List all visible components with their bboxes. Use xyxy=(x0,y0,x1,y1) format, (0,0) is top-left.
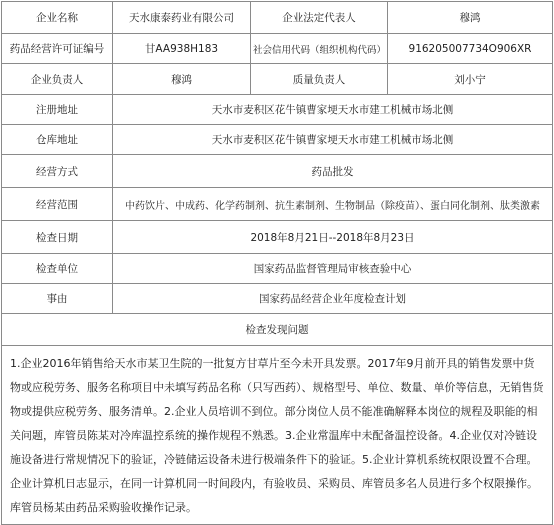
company-name-value: 天水康泰药业有限公司 xyxy=(113,2,251,34)
company-name-label: 企业名称 xyxy=(2,2,113,34)
reg-addr-label: 注册地址 xyxy=(2,95,113,125)
unit-value: 国家药品监督管理局审核查验中心 xyxy=(113,254,553,284)
unit-label: 检查单位 xyxy=(2,254,113,284)
principal-value: 穆鸿 xyxy=(113,64,251,95)
scope-value: 中药饮片、中成药、化学药制剂、抗生素制剂、生物制品（除疫苗）、蛋白同化制剂、肽类激素 xyxy=(113,188,553,221)
legal-rep-label: 企业法定代表人 xyxy=(251,2,388,34)
warehouse-value: 天水市麦积区花牛镇曹家埂天水市建工机械市场北侧 xyxy=(113,125,553,155)
row-scope xyxy=(2,188,553,221)
row-mode xyxy=(2,155,553,188)
mode-value: 药品批发 xyxy=(113,155,553,188)
inspection-table xyxy=(1,1,553,525)
row-warehouse xyxy=(2,125,553,155)
row-company xyxy=(2,2,553,34)
reg-addr-value: 天水市麦积区花牛镇曹家埂天水市建工机械市场北侧 xyxy=(113,95,553,125)
quality-value: 刘小宁 xyxy=(388,64,553,95)
row-reg-addr xyxy=(2,95,553,125)
license-label: 药品经营许可证编号 xyxy=(2,34,113,64)
reason-value: 国家药品经营企业年度检查计划 xyxy=(113,284,553,314)
row-unit xyxy=(2,254,553,284)
row-findings-title xyxy=(2,314,553,346)
date-label: 检查日期 xyxy=(2,221,113,254)
license-value: 甘AA938H183 xyxy=(113,34,251,64)
row-license xyxy=(2,34,553,64)
findings-title: 检查发现问题 xyxy=(2,314,553,346)
scope-label: 经营范围 xyxy=(2,188,113,221)
row-principal xyxy=(2,64,553,95)
row-findings xyxy=(2,346,553,525)
findings-text: 1.企业2016年销售给天水市某卫生院的一批复方甘草片至今未开具发票。2017年9月前开具的销售发票中货物或应税劳务、服务名称项目中未填写药品名称（只写西药）、规格型号、单位、数量、单价等信息，无销售货物或提供应税劳务、服务清单。2.企业人员培训不到位。部分岗位人员不能准确解释本岗位的规程及职能的相关问题，库管员陈某对冷库温控系统的操作规程不熟悉。3.企业常温库中未配备温控设备。4.企业仅对冷链设施设备进行常规情况下的验证，冷链储运设备未进行极端条件下的验证。5.企业计算机系统权限设置不合理。企业计算机日志显示，在同一计算机同一时间段内，有验收员、采购员、库管员多名人员进行多个权限操作。库管员杨某由药品采购验收操作记录。 xyxy=(2,346,553,525)
row-date xyxy=(2,221,553,254)
legal-rep-value: 穆鸿 xyxy=(388,2,553,34)
row-reason xyxy=(2,284,553,314)
reason-label: 事由 xyxy=(2,284,113,314)
warehouse-label: 仓库地址 xyxy=(2,125,113,155)
credit-code-label: 社会信用代码（组织机构代码） xyxy=(251,34,388,64)
credit-code-value: 916205007734O906XR xyxy=(388,34,553,64)
principal-label: 企业负责人 xyxy=(2,64,113,95)
mode-label: 经营方式 xyxy=(2,155,113,188)
date-value: 2018年8月21日--2018年8月23日 xyxy=(113,221,553,254)
quality-label: 质量负责人 xyxy=(251,64,388,95)
